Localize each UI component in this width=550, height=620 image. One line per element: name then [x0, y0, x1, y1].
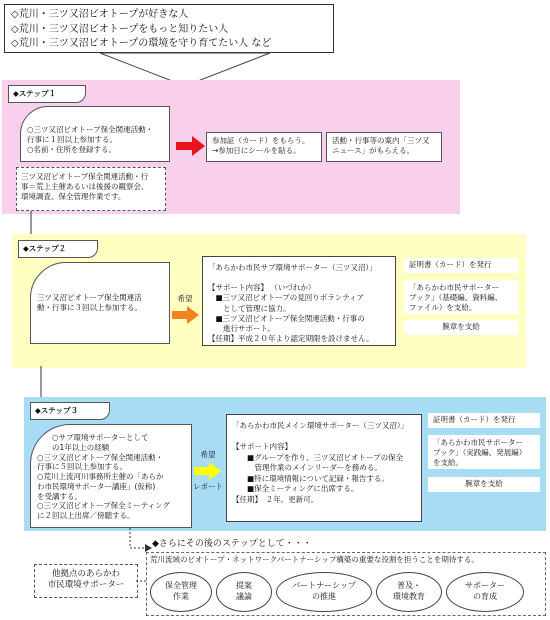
- target-audience-box: [4, 4, 334, 53]
- future-heading: ◆さらにその後のステップとして・・・: [152, 539, 312, 549]
- step2-condition: 三ツ又沼ビオトープ保全関連活 動・行事に３回以上参加する。: [30, 262, 170, 344]
- step3-benefit-armband: 腕章を支給: [428, 477, 540, 492]
- step2-supporter-role: 「あらかわ市民サブ環境サポーター（三ツ又沼）」 【サポート内容】 （いづれか） ■三ツ又沼ビオトープの見回りボランティア として管理に協力。 ■三ツ又沼ビオトープ保全関連活動・行事の 進行サポート。 【任期】平成２０年より認定期限を設けません。: [202, 256, 396, 346]
- step1-arrow: [176, 136, 206, 156]
- step3-supporter-role: 「あらかわ市民メイン環境サポーター（三ツ又沼）」 【サポート内容】 ■グループを作り、三ツ又沼ビオトープの保全 管理作業のメインリーダーを務める。 ■特に環境情報について記録・報告する。 ■保全ミーティングに出席する。 【任期】 ２年。更新可。: [226, 414, 422, 522]
- step3-arrow: [194, 462, 222, 480]
- step3-label: ◆ステップ３: [30, 402, 110, 420]
- step3-arrow-label-bottom: レポート: [193, 482, 223, 491]
- role-supporter-training: サポーター の育成: [446, 572, 524, 612]
- step2-arrow: [172, 306, 200, 324]
- step1-condition: ○三ツ又沼ビオトープ保全関連活動・ 行事に１回以上参加する。 ○名前・住所を登録する。: [20, 106, 170, 162]
- role-education: 普及・ 環境教育: [376, 572, 442, 612]
- role-partnership: パートナーシップ の推進: [276, 572, 372, 612]
- step2-benefit-armband: 腕章を支給: [404, 320, 518, 335]
- step2-arrow-label: 希望: [177, 294, 193, 303]
- other-site-supporters: 他拠点のあらかわ 市民環境サポーター: [34, 564, 138, 598]
- step2-label: ◆ステップ２: [18, 240, 98, 258]
- role-conservation-work: 保全管理 作業: [150, 572, 212, 612]
- audience-line-2: ◇荒川・三ツ又沼ビオトープをもっと知りたい人: [11, 23, 229, 35]
- audience-line-3: ◇荒川・三ツ又沼ビオトープの環境を守り育てたい人 など: [11, 38, 272, 49]
- role-proposal-discussion: 提案 議論: [216, 572, 272, 612]
- audience-line-1: ◇荒川・三ツ又沼ビオトープが好きな人: [11, 9, 189, 20]
- step2-benefit-card: 証明書（カード）を発行: [404, 258, 518, 273]
- future-description: 荒川流域のビオトープ・ネットワークパートナーシップ構築の重要な役割を担うことを期待する。: [150, 555, 479, 564]
- step3-benefit-book: 「あらかわ市民サポーター ブック」（実践編、発展編） を支給。: [428, 435, 540, 469]
- step1-note: 三ツ又沼ビオトープ保全関連活動・行 事＝荒上主催あるいは後援の観察会、 環境調査、保全管理作業です。: [16, 167, 166, 211]
- step1-benefit-news: 活動・行事等の案内「三ツ又 ニュース」がもらえる。: [326, 132, 442, 162]
- other-site-connector: [136, 578, 150, 584]
- step3-condition: ○サブ環境サポーターとして の1年以上の経験 ○三ツ又沼ビオトープ保全関連活動・ 行事に５回以上参加する。 ○荒川上流河川事務所主催の「あらか わ市民環境サポーター講座」(仮称) を受講する。 ○三ツ又沼ビオトープ保全ミーティング に２回以上出席／傍聴する。: [30, 424, 192, 528]
- step1-benefit-card: 参加証（カード）をもらう。 →参加日にシールを貼る。: [206, 132, 322, 162]
- step3-benefit-card: 証明書（カード）を発行: [428, 413, 540, 428]
- step3-arrow-label-top: 希望: [200, 450, 216, 459]
- step2-benefit-book: 「あらかわ市民サポーター ブック」（基礎編、資料編、 ファイル）を支給。: [404, 280, 518, 314]
- step1-label: ◆ステップ１: [8, 85, 86, 103]
